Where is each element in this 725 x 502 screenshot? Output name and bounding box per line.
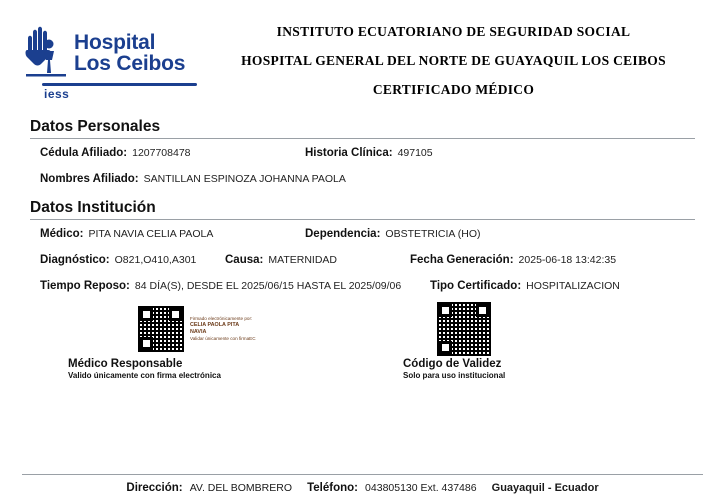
field-diagnostico: [40, 254, 225, 266]
historia-label: Historia Clínica:: [305, 147, 393, 159]
logo-wordmark: [74, 32, 185, 75]
nombres-value: SANTILLAN ESPINOZA JOHANNA PAOLA: [143, 173, 346, 185]
cedula-value: 1207708478: [132, 147, 191, 159]
field-dependencia: [305, 228, 695, 240]
validez-caption-title: Código de Validez: [403, 358, 502, 370]
validez-caption: [403, 358, 608, 380]
telefono-label: Teléfono:: [307, 482, 358, 494]
field-fecha-generacion: [410, 254, 695, 266]
medico-label: Médico:: [40, 228, 84, 240]
causa-value: MATERNIDAD: [268, 254, 337, 266]
field-historia-clinica: [305, 147, 695, 159]
field-medico: [40, 228, 305, 240]
field-cedula: [40, 147, 305, 159]
title-line-2: HOSPITAL GENERAL DEL NORTE DE GUAYAQUIL LOS CEIBOS: [241, 53, 666, 68]
medico-value: PITA NAVIA CELIA PAOLA: [88, 228, 214, 240]
row-nombres: [30, 173, 695, 185]
field-nombres: [40, 173, 695, 185]
title-line-3: CERTIFICADO MÉDICO: [372, 82, 535, 97]
diagnostico-label: Diagnóstico:: [40, 254, 110, 266]
hospital-logo: [22, 14, 202, 101]
nombres-label: Nombres Afiliado:: [40, 173, 139, 185]
reposo-value: 84 DÍA(S), DESDE EL 2025/06/15 HASTA EL 2025/09/06: [134, 280, 402, 292]
title-line-1: INSTITUTO ECUATORIANO DE SEGURIDAD SOCIAL: [276, 24, 631, 39]
document-title-block: [202, 14, 705, 111]
logo-line-1: Hospital: [74, 30, 156, 54]
causa-label: Causa:: [225, 254, 264, 266]
medico-caption-title: Médico Responsable: [68, 358, 183, 370]
row-diagnostico-causa-fecha: [30, 254, 695, 266]
section-title-personal: Datos Personales: [30, 118, 695, 139]
row-cedula-historia: [30, 147, 695, 159]
field-tiempo-reposo: [40, 280, 430, 292]
diagnostico-value: O821,O410,A301: [114, 254, 197, 266]
fecha-value: 2025-06-18 13:42:35: [518, 254, 617, 266]
validez-caption-sub: Solo para uso institucional: [403, 371, 506, 380]
dependencia-label: Dependencia:: [305, 228, 381, 240]
historia-value: 497105: [397, 147, 433, 159]
section-title-institucion: Datos Institución: [30, 199, 695, 220]
reposo-label: Tiempo Reposo:: [40, 280, 130, 292]
fecha-label: Fecha Generación:: [410, 254, 514, 266]
stamp-line-1: Firmado electrónicamente por:: [190, 315, 253, 321]
cedula-label: Cédula Afiliado:: [40, 147, 128, 159]
telefono-value: 043805130 Ext. 437486: [365, 482, 477, 494]
medico-responsable-block: [68, 306, 358, 380]
qr-code-icon: [138, 306, 184, 352]
medico-caption-sub: Valido únicamente con firma electrónica: [68, 371, 221, 380]
logo-line-2: Los Ceibos: [74, 52, 186, 75]
direccion-label: Dirección:: [126, 482, 183, 494]
logo-underline: [42, 83, 197, 86]
tipo-value: HOSPITALIZACION: [526, 280, 620, 292]
dependencia-value: OBSTETRICIA (HO): [385, 228, 481, 240]
signature-area: [30, 306, 695, 380]
document-body: [0, 118, 725, 380]
row-reposo-tipo: [30, 280, 695, 292]
tipo-label: Tipo Certificado:: [430, 280, 522, 292]
row-medico-dependencia: [30, 228, 695, 240]
direccion-value: AV. DEL BOMBRERO: [189, 482, 293, 494]
stamp-line-3: NAVIA: [190, 329, 207, 335]
medico-caption: [68, 358, 358, 380]
document-header: [0, 0, 725, 108]
signature-stamp: [68, 306, 358, 352]
signature-stamp-text: [190, 316, 256, 343]
document-footer: [22, 474, 703, 494]
hands-heart-logo-icon: [22, 24, 70, 82]
validez-qr-wrap: [403, 306, 608, 352]
qr-code-icon: [437, 302, 491, 356]
iess-tag: iess: [44, 87, 70, 101]
stamp-line-2: CELIA PAOLA PITA: [190, 321, 240, 328]
ciudad-pais: Guayaquil - Ecuador: [491, 482, 599, 494]
stamp-line-4: Validar únicamente con firmaEC: [190, 336, 256, 342]
field-causa: [225, 254, 410, 266]
codigo-validez-block: [358, 306, 608, 380]
field-tipo-certificado: [430, 280, 695, 292]
